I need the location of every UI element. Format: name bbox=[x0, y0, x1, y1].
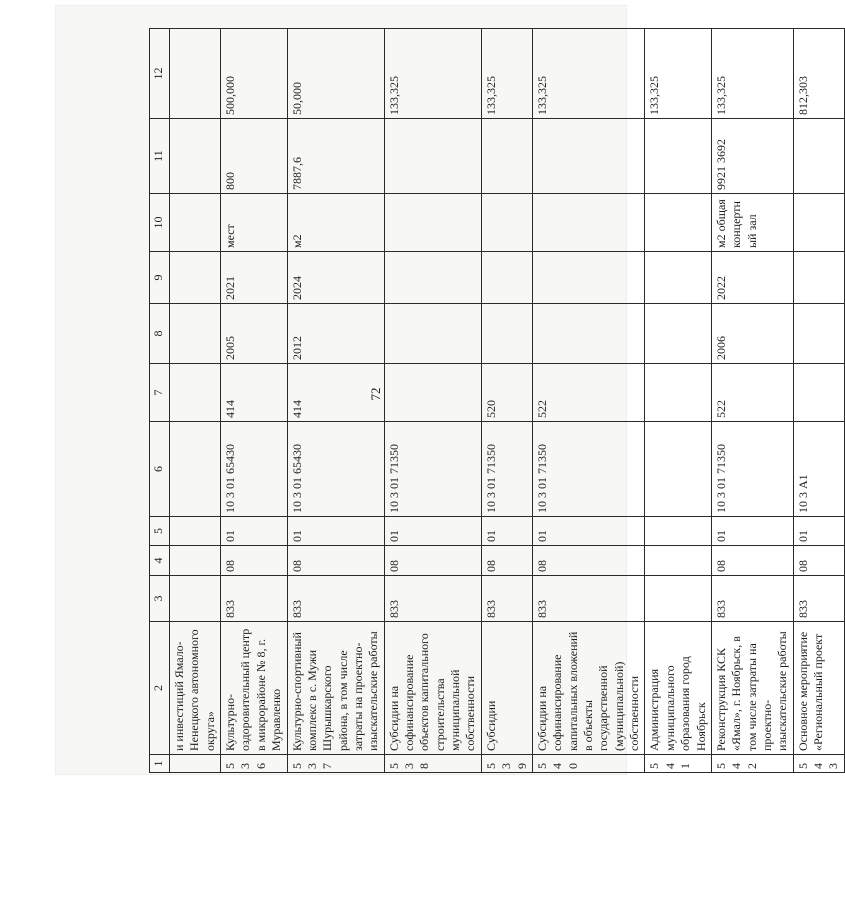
table-row bbox=[481, 29, 532, 773]
table-row bbox=[287, 29, 384, 773]
header-cell: 6 bbox=[150, 422, 170, 517]
subsection-cell: 01 bbox=[711, 517, 793, 546]
capacity-cell bbox=[481, 119, 532, 194]
amount-cell: 50,000 bbox=[287, 29, 384, 119]
end-year-cell bbox=[645, 252, 711, 304]
subsection-cell bbox=[645, 517, 711, 546]
rotated-table-wrapper bbox=[149, 29, 841, 773]
table-row bbox=[793, 29, 844, 773]
section-cell: 08 bbox=[384, 546, 481, 576]
row-number-cell: 540 bbox=[532, 755, 645, 773]
scanned-page bbox=[56, 6, 841, 774]
subsection-cell: 01 bbox=[287, 517, 384, 546]
section-cell: 08 bbox=[287, 546, 384, 576]
expense-type-cell bbox=[793, 364, 844, 422]
section-cell: 08 bbox=[793, 546, 844, 576]
section-cell: 08 bbox=[481, 546, 532, 576]
amount-cell: 133,325 bbox=[481, 29, 532, 119]
unit-cell bbox=[793, 194, 844, 252]
gr-code-cell: 833 bbox=[384, 576, 481, 622]
gr-code-cell: 833 bbox=[221, 576, 287, 622]
target-article-cell: 10 3 01 71350 bbox=[384, 422, 481, 517]
name-cell: Субсидии на софинансирование капитальных вложений в объекты государственной (муниципальной) собственности bbox=[532, 622, 645, 755]
name-cell: Реконструкция КСК «Ямал», г. Ноябрьск, в том числе затраты на проектно-изыскательские работы bbox=[711, 622, 793, 755]
header-cell: 8 bbox=[150, 304, 170, 364]
start-year-cell bbox=[384, 304, 481, 364]
section-cell: 08 bbox=[221, 546, 287, 576]
name-cell: Культурно-спортивный комплекс в с. Мужи Шурышкарского района, в том числе затраты на проектно-изыскательские работы bbox=[287, 622, 384, 755]
name-cell: Субсидии на софинансирование объектов капитального строительства муниципальной собственности bbox=[384, 622, 481, 755]
unit-cell bbox=[481, 194, 532, 252]
gr-code-cell: 833 bbox=[793, 576, 844, 622]
expense-type-cell bbox=[384, 364, 481, 422]
amount-cell: 133,325 bbox=[532, 29, 645, 119]
header-cell: 11 bbox=[150, 119, 170, 194]
row-number-cell bbox=[170, 755, 221, 773]
row-number-cell: 539 bbox=[481, 755, 532, 773]
amount-cell: 500,000 bbox=[221, 29, 287, 119]
row-number-cell: 537 bbox=[287, 755, 384, 773]
header-row bbox=[150, 29, 170, 773]
expense-type-cell bbox=[170, 364, 221, 422]
amount-cell: 133,325 bbox=[384, 29, 481, 119]
name-cell: Администрация муниципального образования город Ноябрьск bbox=[645, 622, 711, 755]
unit-cell bbox=[384, 194, 481, 252]
start-year-cell bbox=[645, 304, 711, 364]
target-article-cell bbox=[645, 422, 711, 517]
target-article-cell: 10 3 01 65430 bbox=[221, 422, 287, 517]
name-cell: Основное мероприятие «Региональный проект bbox=[793, 622, 844, 755]
header-cell: 9 bbox=[150, 252, 170, 304]
header-cell: 5 bbox=[150, 517, 170, 546]
start-year-cell: 2006 bbox=[711, 304, 793, 364]
start-year-cell: 2005 bbox=[221, 304, 287, 364]
budget-table bbox=[149, 28, 845, 773]
table-row bbox=[711, 29, 793, 773]
unit-cell bbox=[170, 194, 221, 252]
subsection-cell: 01 bbox=[481, 517, 532, 546]
section-cell: 08 bbox=[711, 546, 793, 576]
end-year-cell bbox=[481, 252, 532, 304]
header-cell: 10 bbox=[150, 194, 170, 252]
name-cell: и инвестиций Ямало-Ненецкого автономного округа» bbox=[170, 622, 221, 755]
end-year-cell bbox=[793, 252, 844, 304]
end-year-cell: 2024 bbox=[287, 252, 384, 304]
expense-type-cell: 522 bbox=[711, 364, 793, 422]
subsection-cell: 01 bbox=[384, 517, 481, 546]
start-year-cell bbox=[481, 304, 532, 364]
unit-cell: мест bbox=[221, 194, 287, 252]
start-year-cell bbox=[793, 304, 844, 364]
start-year-cell: 2012 bbox=[287, 304, 384, 364]
expense-type-cell: 414 bbox=[287, 364, 384, 422]
expense-type-cell bbox=[645, 364, 711, 422]
gr-code-cell: 833 bbox=[481, 576, 532, 622]
subsection-cell: 01 bbox=[221, 517, 287, 546]
capacity-cell: 9921 3692 bbox=[711, 119, 793, 194]
header-cell: 1 bbox=[150, 755, 170, 773]
header-cell: 3 bbox=[150, 576, 170, 622]
name-cell: Субсидии bbox=[481, 622, 532, 755]
table-row bbox=[384, 29, 481, 773]
unit-cell: м2 общая концертный зал bbox=[711, 194, 793, 252]
target-article-cell bbox=[170, 422, 221, 517]
capacity-cell bbox=[532, 119, 645, 194]
name-cell: Культурно-оздоровительный центр в микрорайоне № 8, г. Муравленко bbox=[221, 622, 287, 755]
subsection-cell: 01 bbox=[793, 517, 844, 546]
target-article-cell: 10 3 01 71350 bbox=[532, 422, 645, 517]
subsection-cell: 01 bbox=[532, 517, 645, 546]
end-year-cell bbox=[532, 252, 645, 304]
capacity-cell: 7887,6 bbox=[287, 119, 384, 194]
target-article-cell: 10 3 01 71350 bbox=[711, 422, 793, 517]
amount-cell: 133,325 bbox=[711, 29, 793, 119]
end-year-cell bbox=[384, 252, 481, 304]
expense-type-cell: 522 bbox=[532, 364, 645, 422]
capacity-cell bbox=[170, 119, 221, 194]
amount-cell bbox=[170, 29, 221, 119]
section-cell: 08 bbox=[532, 546, 645, 576]
row-number-cell: 541 bbox=[645, 755, 711, 773]
table-row bbox=[645, 29, 711, 773]
unit-cell bbox=[532, 194, 645, 252]
section-cell bbox=[170, 546, 221, 576]
row-number-cell: 538 bbox=[384, 755, 481, 773]
capacity-cell bbox=[793, 119, 844, 194]
gr-code-cell bbox=[170, 576, 221, 622]
start-year-cell bbox=[170, 304, 221, 364]
amount-cell: 812,303 bbox=[793, 29, 844, 119]
header-cell: 4 bbox=[150, 546, 170, 576]
header-cell: 12 bbox=[150, 29, 170, 119]
amount-cell: 133,325 bbox=[645, 29, 711, 119]
capacity-cell bbox=[384, 119, 481, 194]
gr-code-cell bbox=[645, 576, 711, 622]
capacity-cell: 800 bbox=[221, 119, 287, 194]
expense-type-cell: 414 bbox=[221, 364, 287, 422]
target-article-cell: 10 3 01 71350 bbox=[481, 422, 532, 517]
expense-type-cell: 520 bbox=[481, 364, 532, 422]
row-number-cell: 536 bbox=[221, 755, 287, 773]
section-cell bbox=[645, 546, 711, 576]
subsection-cell bbox=[170, 517, 221, 546]
header-cell: 2 bbox=[150, 622, 170, 755]
unit-cell bbox=[645, 194, 711, 252]
table-row bbox=[170, 29, 221, 773]
table-row bbox=[221, 29, 287, 773]
gr-code-cell: 833 bbox=[287, 576, 384, 622]
capacity-cell bbox=[645, 119, 711, 194]
start-year-cell bbox=[532, 304, 645, 364]
end-year-cell: 2021 bbox=[221, 252, 287, 304]
gr-code-cell: 833 bbox=[711, 576, 793, 622]
end-year-cell bbox=[170, 252, 221, 304]
table-row bbox=[532, 29, 645, 773]
row-number-cell: 542 bbox=[711, 755, 793, 773]
end-year-cell: 2022 bbox=[711, 252, 793, 304]
target-article-cell: 10 3 01 65430 bbox=[287, 422, 384, 517]
target-article-cell: 10 3 А1 bbox=[793, 422, 844, 517]
page-number: 72 bbox=[368, 387, 383, 401]
header-cell: 7 bbox=[150, 364, 170, 422]
row-number-cell: 543 bbox=[793, 755, 844, 773]
gr-code-cell: 833 bbox=[532, 576, 645, 622]
unit-cell: м2 bbox=[287, 194, 384, 252]
